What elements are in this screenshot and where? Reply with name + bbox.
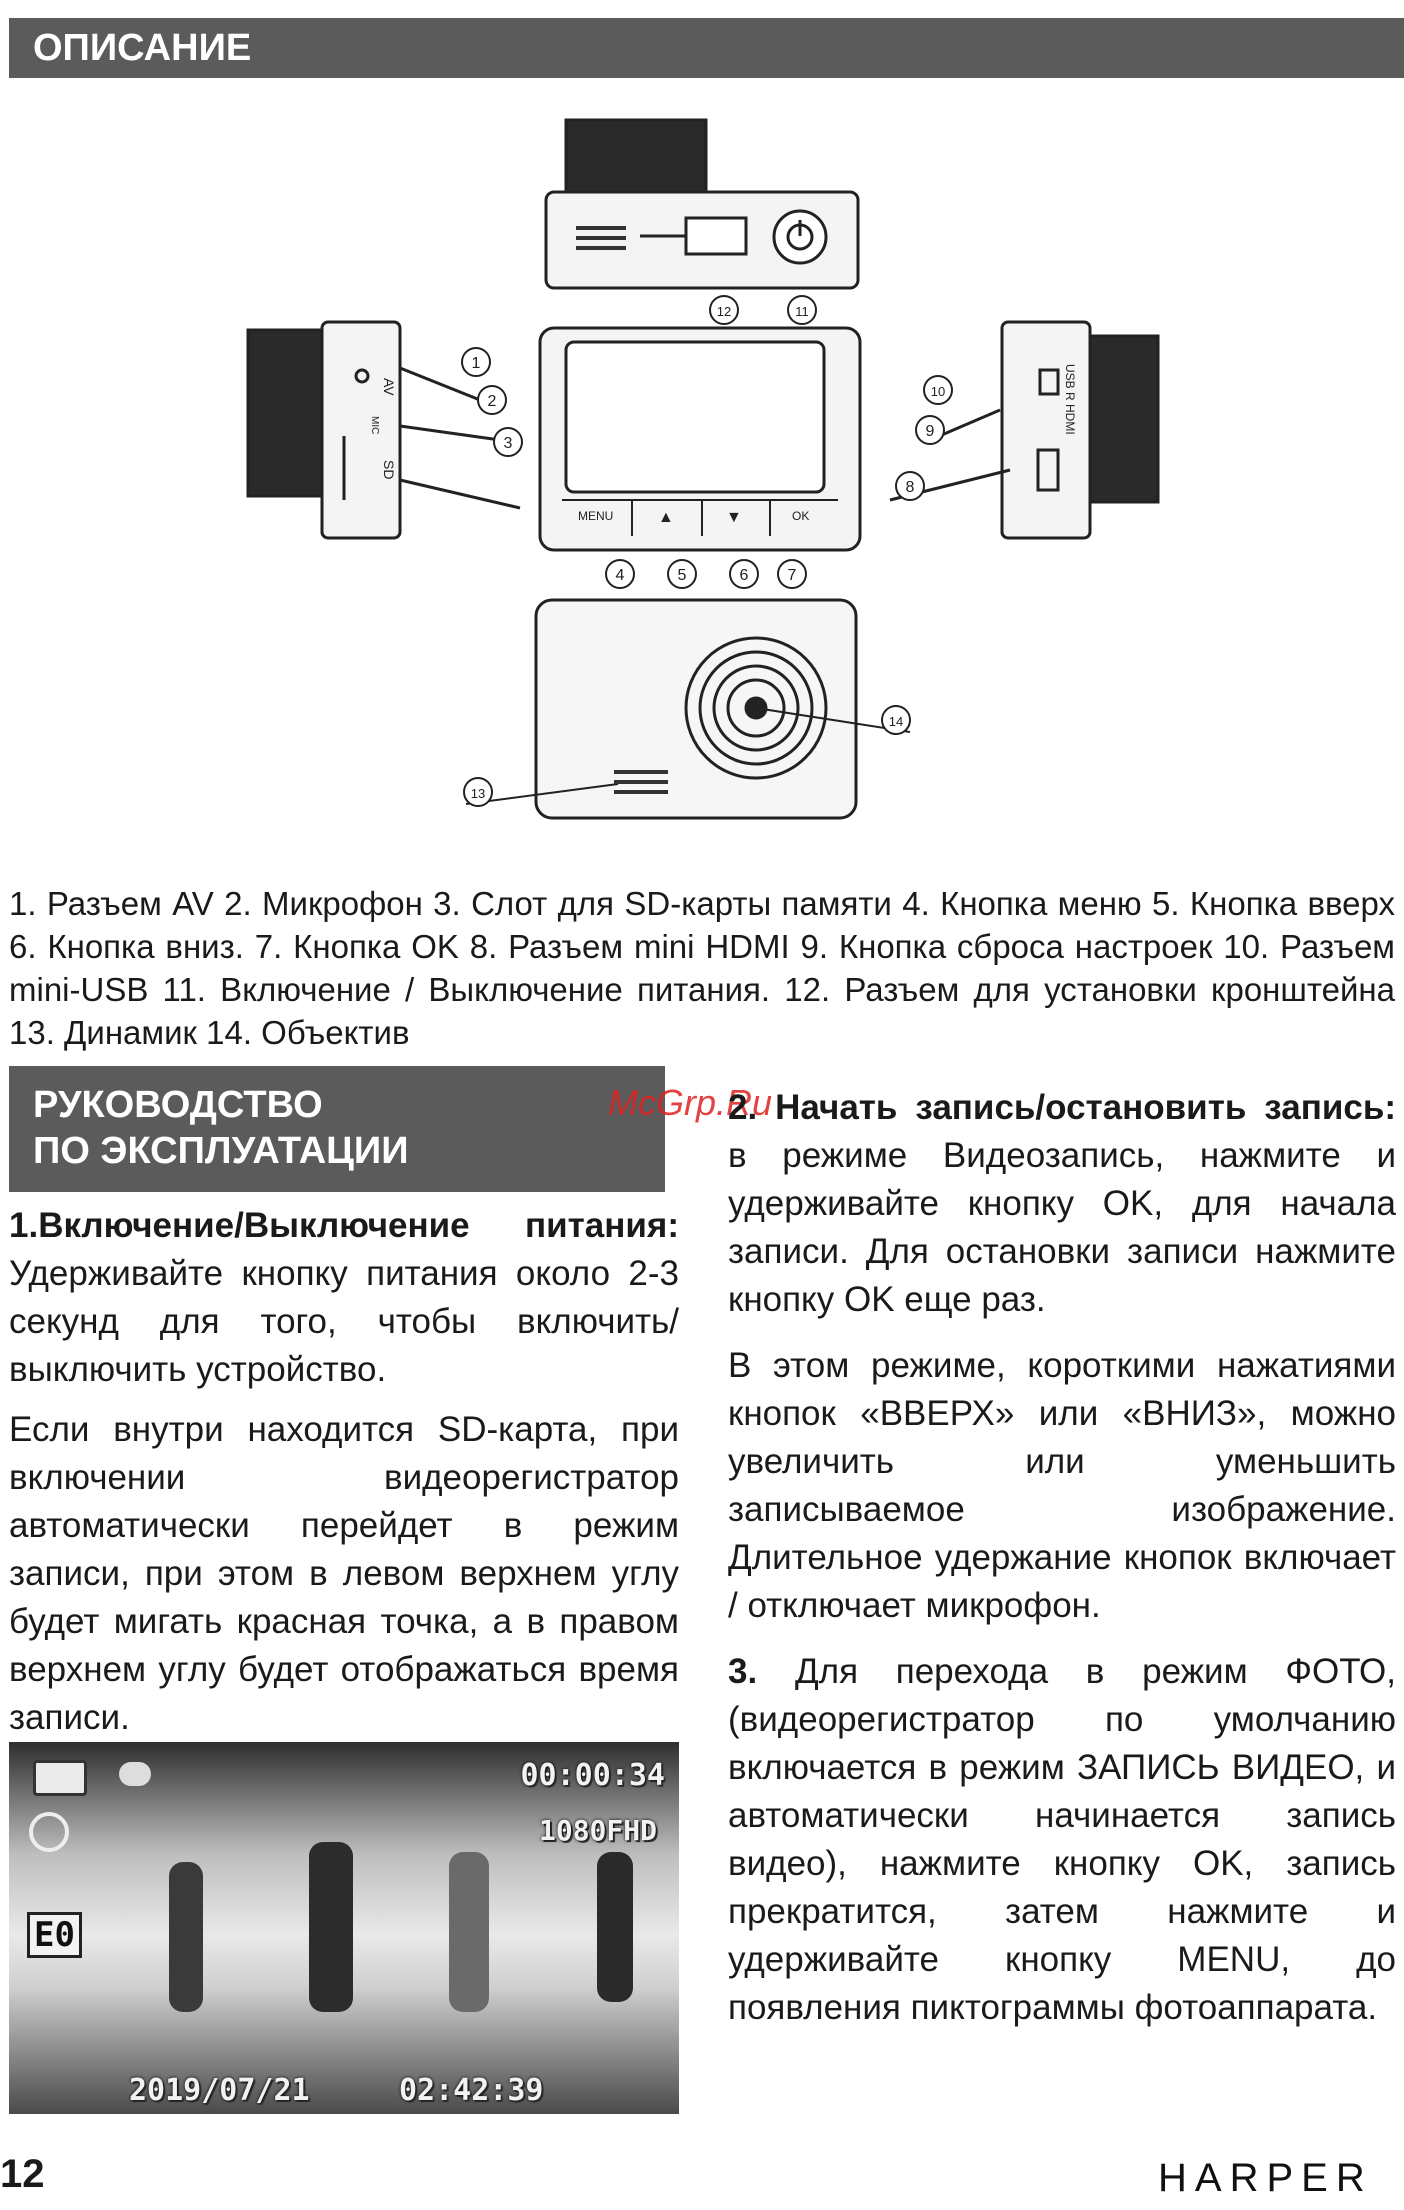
callout-label-1: 1: [471, 355, 481, 372]
scene-figure: [597, 1852, 633, 2002]
brand-logo: HARPER: [1158, 2156, 1373, 2200]
left-column: [9, 1202, 679, 1742]
power-paragraph: [9, 1202, 679, 1394]
video-camera-icon: [33, 1760, 87, 1796]
callout-label-4: 4: [615, 567, 625, 584]
callout-label-5: 5: [677, 567, 687, 584]
mic-icon: [119, 1762, 151, 1786]
watermark: McGrp.Ru: [608, 1082, 773, 1123]
parts-legend: 1. Разъем AV 2. Микрофон 3. Слот для SD-карты памяти 4. Кнопка меню 5. Кнопка вверх 6. Кнопка вниз. 7. Кнопка OK 8. Разъем mini HDMI 9. Кнопка сброса настроек 10. Разъем mini-USB 11. Включение / Выключение питания. 12. Разъем для установки кронштейна 13. Динамик 14. Объектив: [9, 885, 1395, 1051]
svg-text:OK: OK: [792, 509, 810, 523]
callout-label-12: 12: [716, 304, 732, 319]
callout-label-6: 6: [739, 567, 749, 584]
resolution-label: 1080FHD: [538, 1814, 657, 1847]
back-view: [466, 600, 910, 818]
record-text: в режиме Видеозапись, нажмите и удерживайте кнопку OK, для начала записи. Для остановки записи нажмите кнопку OK еще раз.: [728, 1136, 1396, 1319]
time-stamp: 02:42:39: [399, 2073, 544, 2108]
page-number: 12: [0, 2152, 45, 2196]
power-heading: 1.Включение/Выключение питания:: [9, 1206, 679, 1245]
callout-label-7: 7: [787, 567, 797, 584]
recording-timer: 00:00:34: [520, 1758, 665, 1793]
svg-text:▼: ▼: [726, 509, 742, 526]
date-stamp: 2019/07/21: [129, 2073, 310, 2108]
svg-text:SD: SD: [381, 460, 397, 480]
manual-header-line2: ПО ЭКСПЛУАТАЦИИ: [33, 1130, 409, 1172]
callout-label-10: 10: [930, 384, 946, 399]
svg-text:MIC: MIC: [369, 416, 380, 435]
sd-card-paragraph: Если внутри находится SD-карта, при включении видеорегистратор автоматически перейдет в режим записи, при этом в левом верхнем углу будет мигать красная точка, а в правом верхнем углу будет отображаться время записи.: [9, 1410, 679, 1737]
device-diagram: [0, 80, 1404, 940]
loop-recording-icon: [29, 1812, 69, 1852]
scene-figure: [309, 1842, 353, 2012]
record-paragraph: [728, 1084, 1396, 1324]
exposure-label: E0: [27, 1912, 82, 1958]
power-text: Удерживайте кнопку питания около 2-3 секунд для того, чтобы включить/выключить устройство.: [9, 1254, 679, 1389]
svg-text:▲: ▲: [658, 509, 674, 526]
photo-mode-number: 3.: [728, 1652, 758, 1691]
callout-label-11: 11: [795, 304, 809, 319]
manual-header-line1: РУКОВОДСТВО: [33, 1084, 323, 1126]
record-heading: 2. Начать запись/остановить запись:: [728, 1088, 1396, 1127]
speaker-grille-top: [576, 226, 626, 250]
zoom-paragraph: В этом режиме, короткими нажатиями кнопок «ВВЕРХ» или «ВНИЗ», можно увеличить или уменьшить записываемое изображение. Длительное удержание кнопок включает / отключает микрофон.: [728, 1346, 1396, 1625]
svg-text:USB R HDMI: USB R HDMI: [1063, 364, 1077, 435]
callout-label-14: 14: [888, 714, 904, 729]
callout-label-2: 2: [487, 393, 497, 410]
right-column: [728, 1084, 1396, 2032]
callout-label-13: 13: [470, 786, 486, 801]
photo-mode-text: Для перехода в режим ФОТО, (видеорегистратор по умолчанию включается в режим ЗАПИСЬ ВИДЕО, и автоматически начинается запись видео), нажмите кнопку OK, запись прекратится, затем нажмите и удерживайте кнопку MENU, до появления пиктограммы фотоаппарата.: [728, 1652, 1396, 2027]
callout-label-8: 8: [905, 479, 915, 496]
camera-screen-photo: [9, 1742, 679, 2114]
section-header-manual: [9, 1066, 665, 1192]
callout-label-9: 9: [925, 423, 935, 440]
scene-figure: [449, 1852, 489, 2012]
callout-label-3: 3: [503, 435, 513, 452]
section-header-description: ОПИСАНИЕ: [9, 18, 1404, 78]
svg-text:MENU: MENU: [578, 509, 614, 523]
top-view: [546, 120, 858, 288]
photo-mode-paragraph: [728, 1648, 1396, 2032]
svg-text:AV: AV: [381, 378, 397, 396]
speaker-grille-back: [614, 770, 668, 794]
scene-figure: [169, 1862, 203, 2012]
